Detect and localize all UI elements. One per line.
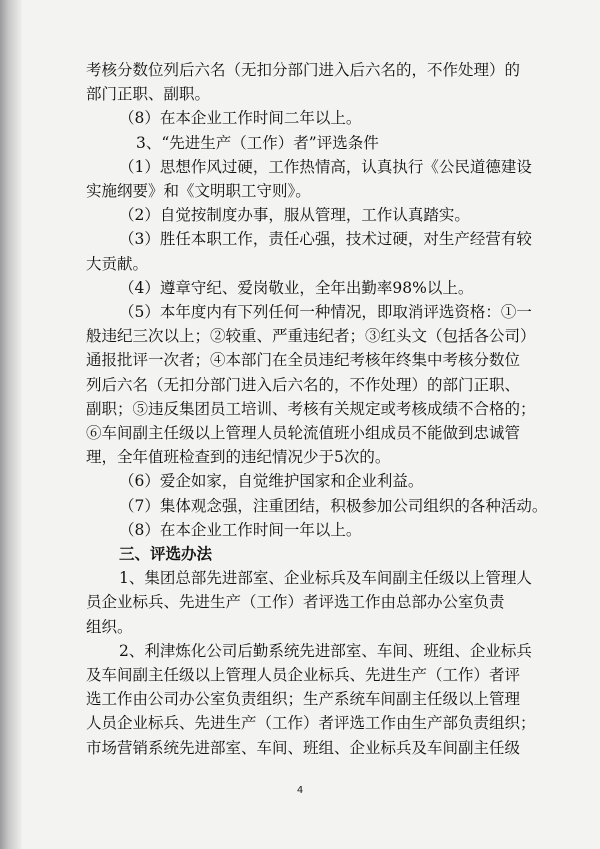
text-line: 大贡献。 bbox=[86, 254, 149, 273]
text-line: 选工作由公司办公室负责组织；生产系统车间副主任级以上管理 bbox=[86, 690, 521, 709]
text-line: 副职；⑤违反集团员工培训、考核有关规定或考核成绩不合格的； bbox=[86, 399, 536, 418]
text-line: （7）集体观念强，注重团结，积极参加公司组织的各种活动。 bbox=[119, 496, 548, 515]
text-line: 考核分数位列后六名（无扣分部门进入后六名的，不作处理）的 bbox=[86, 61, 521, 79]
text-line: 实施纲要》和《文明职工守则》。 bbox=[86, 182, 311, 201]
text-line: 2、利津炼化公司后勤系统先进部室、车间、班组、企业标兵 bbox=[119, 641, 532, 660]
text-line: （3）胜任本职工作，责任心强，技术过硬，对生产经营有较 bbox=[119, 230, 532, 249]
text-line: 市场营销系统先进部室、车间、班组、企业标兵及车间副主任级 bbox=[86, 738, 521, 757]
section-subheading: 3、“先进生产（工作）者”评选条件 bbox=[136, 133, 379, 152]
text-line: （4）遵章守纪、爱岗敬业，全年出勤率98%以上。 bbox=[119, 278, 474, 297]
text-line: 1、集团总部先进部室、企业标兵及车间副主任级以上管理人 bbox=[119, 569, 532, 588]
text-line: 员企业标兵、先进生产（工作）者评选工作由总部办公室负责 bbox=[86, 593, 505, 612]
text-line: 部门正职、副职。 bbox=[86, 85, 211, 104]
text-line: 通报批评一次者；④本部门在全员违纪考核年终集中考核分数位 bbox=[86, 351, 521, 370]
text-line: ⑥车间副主任级以上管理人员轮流值班小组成员不能做到忠诚管 bbox=[86, 424, 521, 443]
section-heading: 三、评选办法 bbox=[119, 544, 213, 564]
body-text bbox=[86, 58, 560, 760]
text-line: （2）自觉按制度办事，服从管理，工作认真踏实。 bbox=[119, 206, 470, 225]
text-line: 及车间副主任级以上管理人员企业标兵、先进生产（工作）者评 bbox=[86, 666, 521, 685]
text-line: 人员企业标兵、先进生产（工作）者评选工作由生产部负责组织； bbox=[86, 714, 536, 733]
text-line: （1）思想作风过硬，工作热情高，认真执行《公民道德建设 bbox=[119, 157, 532, 176]
text-line: （5）本年度内有下列任何一种情况，即取消评选资格：①一 bbox=[119, 303, 532, 322]
text-line: （8）在本企业工作时间一年以上。 bbox=[119, 520, 362, 539]
text-line: 组织。 bbox=[86, 617, 133, 636]
text-line: （8）在本企业工作时间二年以上。 bbox=[119, 109, 362, 128]
scan-shadow-edge bbox=[0, 0, 22, 849]
text-line: 般违纪三次以上；②较重、严重违纪者；③红头文（包括各公司） bbox=[86, 327, 536, 346]
page-number: 4 bbox=[296, 785, 304, 796]
text-line: 理，全年值班检查到的违纪情况少于5次的。 bbox=[86, 448, 391, 467]
text-line: （6）爱企如家，自觉维护国家和企业利益。 bbox=[119, 472, 424, 491]
text-line: 列后六名（无扣分部门进入后六名的，不作处理）的部门正职、 bbox=[86, 375, 521, 394]
